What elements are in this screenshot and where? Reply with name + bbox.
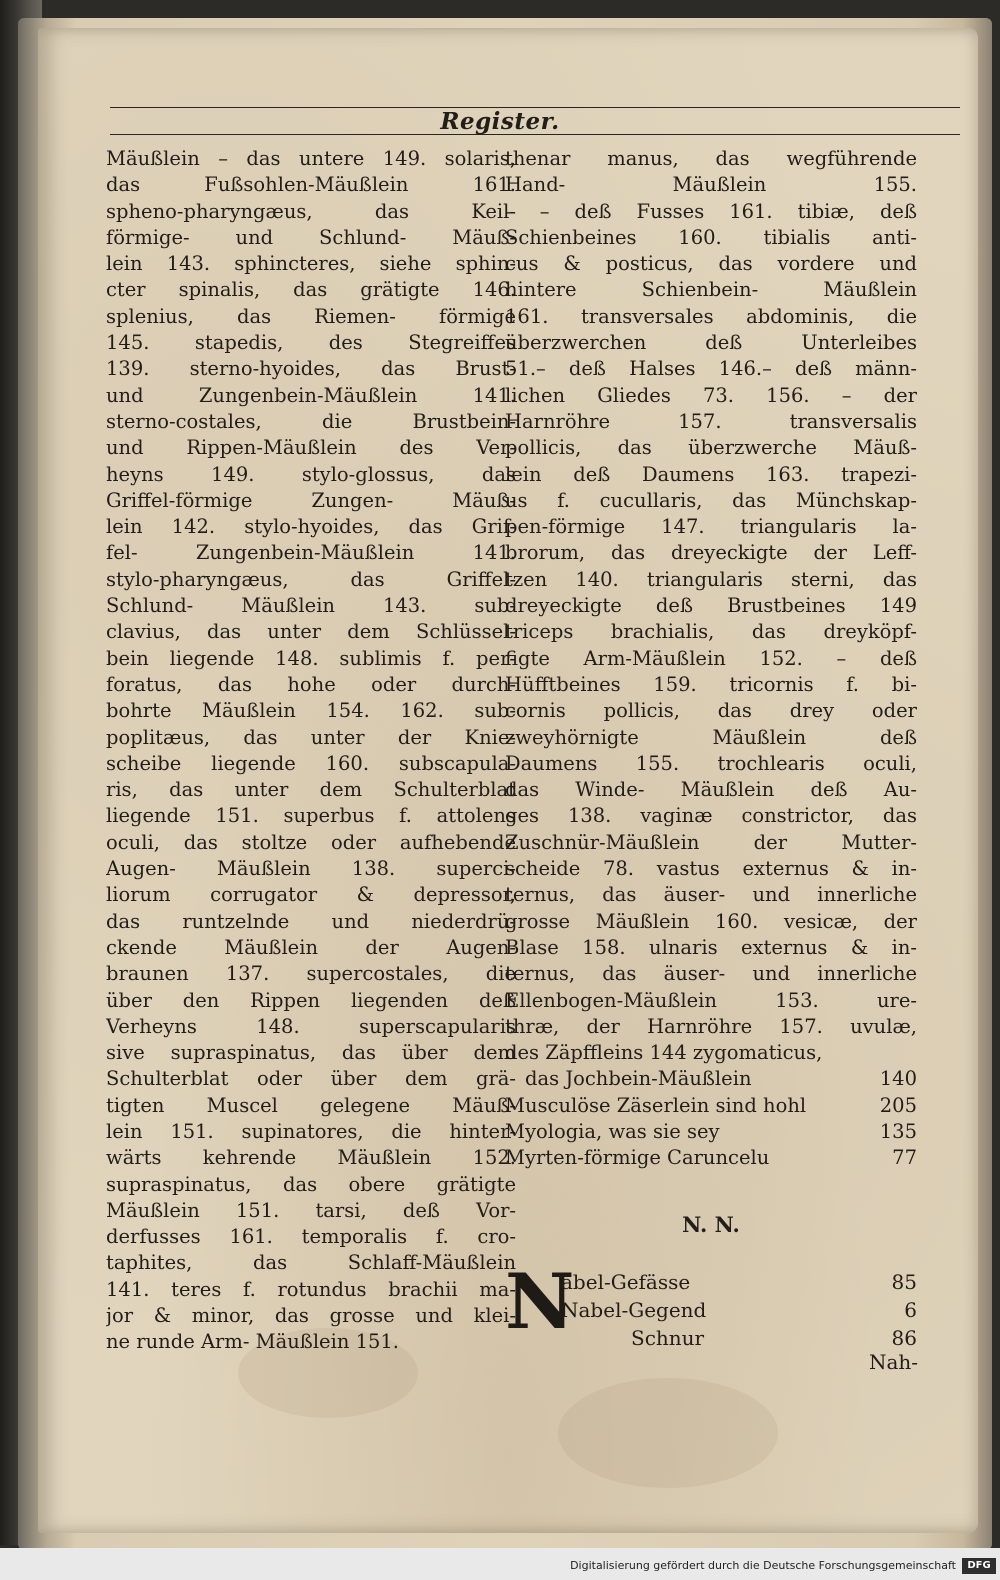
n-entry bbox=[505, 1324, 917, 1352]
paper-stain bbox=[558, 1378, 778, 1488]
text-line: das Fußsohlen-Mäußlein 161. bbox=[106, 173, 516, 197]
text-line: Blase 158. ulnaris externus & in- bbox=[505, 935, 917, 959]
text-line: bohrte Mäußlein 154. 162. sub- bbox=[106, 699, 516, 723]
dfg-logo: DFG bbox=[962, 1558, 996, 1574]
text-line: ternus, das äuser- und innerliche bbox=[505, 883, 917, 907]
text-line: jor & minor, das grosse und klei- bbox=[106, 1304, 516, 1328]
text-line: Daumens 155. trochlearis oculi, bbox=[505, 751, 917, 775]
text-line: ne runde Arm- Mäußlein 151. bbox=[106, 1330, 400, 1354]
header-rule-bottom bbox=[110, 134, 960, 136]
n-entry-text: Schnur bbox=[631, 1326, 705, 1350]
text-line: ckende Mäußlein der Augen- bbox=[106, 935, 516, 959]
text-line: splenius, das Riemen- förmige bbox=[106, 304, 516, 328]
text-line: wärts kehrende Mäußlein 152. bbox=[106, 1146, 516, 1170]
text-line: Schlund- Mäußlein 143. sub- bbox=[106, 594, 516, 618]
text-line: dreyeckigte deß Brustbeines 149 bbox=[505, 594, 917, 618]
text-line: cus & posticus, das vordere und bbox=[505, 252, 917, 276]
index-entry-text: Musculöse Zäserlein sind hohl bbox=[505, 1093, 807, 1117]
index-entry-text: Myologia, was sie sey bbox=[505, 1119, 720, 1143]
index-entry-text: das Jochbein-Mäußlein bbox=[525, 1067, 752, 1091]
text-line: grosse Mäußlein 160. vesicæ, der bbox=[505, 909, 917, 933]
text-line: Harnröhre 157. transversalis bbox=[505, 409, 917, 433]
text-line: liegende 151. superbus f. attolens bbox=[106, 804, 516, 828]
n-entry-text: Nabel-Gegend bbox=[561, 1298, 707, 1322]
text-line: ris, das unter dem Schulterblat bbox=[106, 778, 516, 802]
text-line: über den Rippen liegenden deß bbox=[106, 988, 516, 1012]
text-line: lein deß Daumens 163. trapezi- bbox=[505, 462, 917, 486]
text-line: 141. teres f. rotundus brachii ma- bbox=[106, 1277, 516, 1301]
text-line: – – deß Fusses 161. tibiæ, deß bbox=[505, 199, 917, 223]
n-entry-list bbox=[505, 1268, 917, 1352]
text-line: Griffel-förmige Zungen- Mäuß- bbox=[106, 488, 516, 512]
text-line: 51.– deß Halses 146.– deß männ- bbox=[505, 357, 917, 381]
section-heading: N. N. bbox=[682, 1212, 740, 1237]
text-line: fel- Zungenbein-Mäußlein 141. bbox=[106, 541, 516, 565]
right-column bbox=[505, 146, 917, 1172]
text-line: triceps brachialis, das dreyköpf- bbox=[505, 620, 917, 644]
n-entry bbox=[505, 1296, 917, 1324]
text-line: us f. cucullaris, das Münchskap- bbox=[505, 488, 917, 512]
text-line: oculi, das stoltze oder aufhebende bbox=[106, 830, 516, 854]
text-line: hintere Schienbein- Mäußlein bbox=[505, 278, 917, 302]
running-head: Register. bbox=[440, 108, 560, 135]
n-entry-text: abel-Gefässe bbox=[561, 1270, 691, 1294]
text-line: 139. sterno-hyoides, das Brust- bbox=[106, 357, 516, 381]
index-entry-page: 140 bbox=[879, 1067, 917, 1091]
drop-cap: N bbox=[505, 1257, 575, 1346]
text-line: sterno-costales, die Brustbein- bbox=[106, 409, 516, 433]
text-line: Ellenbogen-Mäußlein 153. ure- bbox=[505, 988, 917, 1012]
text-line: Hand- Mäußlein 155. bbox=[505, 173, 917, 197]
left-column bbox=[106, 146, 516, 1356]
text-line: taphites, das Schlaff-Mäußlein bbox=[106, 1251, 516, 1275]
text-line: lichen Gliedes 73. 156. – der bbox=[505, 383, 917, 407]
text-line: scheide 78. vastus externus & in- bbox=[505, 857, 917, 881]
text-line: zweyhörnigte Mäußlein deß bbox=[505, 725, 917, 749]
text-line: Augen- Mäußlein 138. superci- bbox=[106, 857, 516, 881]
text-line: bein liegende 148. sublimis f. per- bbox=[106, 646, 516, 670]
catchword: Nah- bbox=[868, 1350, 918, 1374]
text-line: supraspinatus, das obere grätigte bbox=[106, 1172, 516, 1196]
text-line: Zuschnür-Mäußlein der Mutter- bbox=[505, 830, 917, 854]
text-line: ternus, das äuser- und innerliche bbox=[505, 962, 917, 986]
text-line: Hüfftbeines 159. tricornis f. bi- bbox=[505, 672, 917, 696]
text-line: liorum corrugator & depressor, bbox=[106, 883, 516, 907]
text-line: sive supraspinatus, das über dem bbox=[106, 1041, 516, 1065]
n-entry-page: 86 bbox=[891, 1326, 917, 1350]
text-line: Schulterblat oder über dem grä- bbox=[106, 1067, 516, 1091]
index-entry-text: Myrten-förmige Caruncelu bbox=[505, 1146, 770, 1170]
text-line: stylo-pharyngæus, das Griffel- bbox=[106, 567, 516, 591]
text-line: pollicis, das überzwerche Mäuß- bbox=[505, 436, 917, 460]
text-line: Mäußlein 151. tarsi, deß Vor- bbox=[106, 1198, 516, 1222]
text-line: tzen 140. triangularis sterni, das bbox=[505, 567, 917, 591]
text-line: tigten Muscel gelegene Mäuß- bbox=[106, 1093, 516, 1117]
text-line: cornis pollicis, das drey oder bbox=[505, 699, 917, 723]
text-line: thræ, der Harnröhre 157. uvulæ, bbox=[505, 1014, 917, 1038]
text-line: cter spinalis, das grätigte 146. bbox=[106, 278, 516, 302]
text-line: figte Arm-Mäußlein 152. – deß bbox=[505, 646, 917, 670]
text-line: poplitæus, das unter der Knie- bbox=[106, 725, 516, 749]
index-entry bbox=[505, 1093, 917, 1119]
text-line: förmige- und Schlund- Mäuß- bbox=[106, 225, 516, 249]
footer-credit: Digitalisierung gefördert durch die Deutsche Forschungsgemeinschaft bbox=[570, 1559, 956, 1572]
text-line: des Zäpffleins 144 zygomaticus, bbox=[505, 1041, 823, 1065]
text-line: thenar manus, das wegführende bbox=[505, 147, 917, 170]
text-line: braunen 137. supercostales, die bbox=[106, 962, 516, 986]
index-entry-page: 205 bbox=[879, 1093, 917, 1117]
text-line: derfusses 161. temporalis f. cro- bbox=[106, 1225, 516, 1249]
text-line: scheibe liegende 160. subscapula- bbox=[106, 751, 516, 775]
text-line: spheno-pharyngæus, das Keil- bbox=[106, 199, 516, 223]
text-line: 145. stapedis, des Stegreiffes bbox=[106, 331, 516, 355]
index-entry bbox=[505, 1119, 917, 1145]
text-line: das Winde- Mäußlein deß Au- bbox=[505, 778, 917, 802]
text-line: Mäußlein – das untere 149. solaris, bbox=[106, 147, 516, 170]
text-line: und Rippen-Mäußlein des Ver- bbox=[106, 436, 516, 460]
text-line: das runtzelnde und niederdrü- bbox=[106, 909, 516, 933]
index-entry-page: 135 bbox=[879, 1119, 917, 1143]
text-line: heyns 149. stylo-glossus, das bbox=[106, 462, 516, 486]
text-line: brorum, das dreyeckigte der Leff- bbox=[505, 541, 917, 565]
n-entry-page: 6 bbox=[904, 1298, 917, 1322]
text-line: lein 143. sphincteres, siehe sphin- bbox=[106, 252, 516, 276]
text-line: Schienbeines 160. tibialis anti- bbox=[505, 225, 917, 249]
n-entry bbox=[505, 1268, 917, 1296]
text-line: 161. transversales abdominis, die bbox=[505, 304, 917, 328]
n-entry-page: 85 bbox=[891, 1270, 917, 1294]
text-line: und Zungenbein-Mäußlein 141. bbox=[106, 383, 516, 407]
index-entry bbox=[505, 1066, 917, 1092]
text-line: foratus, das hohe oder durch- bbox=[106, 672, 516, 696]
text-line: ges 138. vaginæ constrictor, das bbox=[505, 804, 917, 828]
text-line: lein 151. supinatores, die hinter- bbox=[106, 1119, 516, 1143]
text-line: clavius, das unter dem Schlüssel- bbox=[106, 620, 516, 644]
text-line: überzwerchen deß Unterleibes bbox=[505, 331, 917, 355]
text-line: pen-förmige 147. triangularis la- bbox=[505, 515, 917, 539]
text-line: Verheyns 148. superscapularis bbox=[106, 1014, 516, 1038]
index-entry-page: 77 bbox=[892, 1146, 917, 1170]
text-line: lein 142. stylo-hyoides, das Grif- bbox=[106, 515, 516, 539]
index-entry bbox=[505, 1145, 917, 1171]
